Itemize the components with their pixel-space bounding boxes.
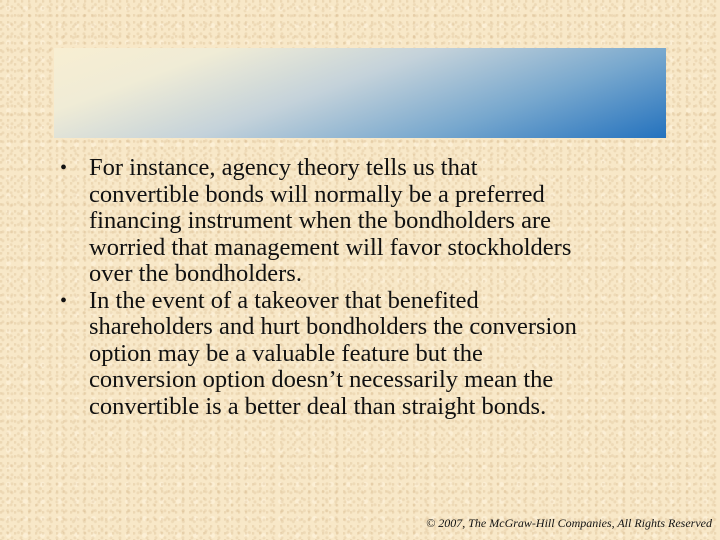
bullet-icon: • (60, 289, 68, 312)
copyright-footer: © 2007, The McGraw-Hill Companies, All Rights Reserved (426, 516, 712, 530)
bullet-item (60, 155, 680, 288)
bullet-icon: • (60, 157, 68, 179)
bullet-item (60, 288, 680, 421)
title-banner (54, 48, 666, 138)
bullet-text: In the event of a takeover that benefited shareholders and hurt bondholders the conversion option may be a valuable feature but the conversion option doesn’t necessarily mean the convertible is a better deal than straight bonds. (89, 286, 577, 420)
bullet-text: For instance, agency theory tells us that convertible bonds will normally be a preferred financing instrument when the bondholders are worried that management will favor stockholders over the bondholders. (89, 154, 572, 287)
bullet-list (60, 155, 680, 420)
